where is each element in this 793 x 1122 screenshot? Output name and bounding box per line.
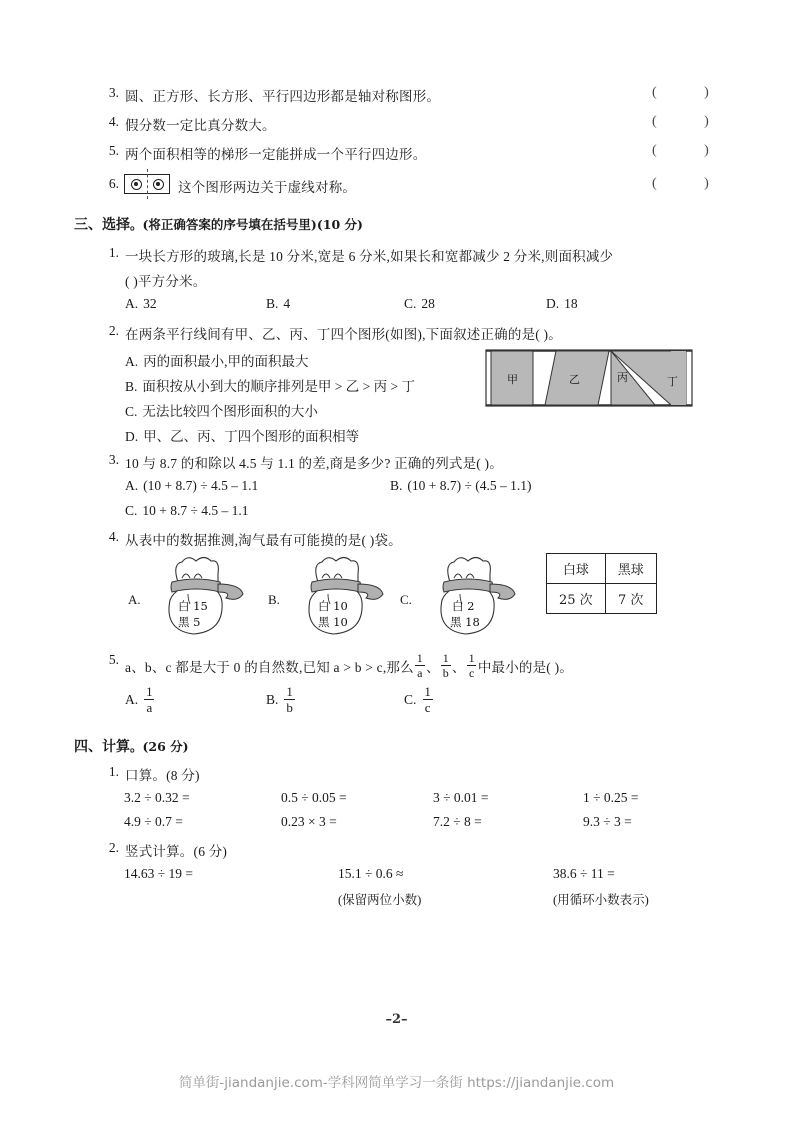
- choice-q1-option-b-text: 4: [283, 296, 291, 311]
- choice-q5-option-a-numerator: 1: [146, 684, 153, 699]
- symmetry-axis-dashed-line: [147, 169, 148, 199]
- tf-item-3: [97, 85, 440, 105]
- choice-q5-option-c-numerator: 1: [424, 684, 431, 699]
- table-header-black-ball: 黑球: [605, 554, 656, 584]
- choice-q5-option-c-label: C.: [404, 691, 417, 707]
- table-header-white-ball: 白球: [547, 554, 606, 584]
- choice-q1-option-b-label: B.: [266, 296, 279, 311]
- section-choice-heading: [74, 214, 363, 234]
- tf-item-6-text: 这个图形两边关于虚线对称。: [178, 180, 357, 195]
- choice-q4-number: 4.: [108, 529, 119, 544]
- concentric-circle-icon: [153, 179, 164, 190]
- mental-calc-1-2[interactable]: 0.5 ÷ 0.05 =: [281, 790, 347, 805]
- choice-q2-option-d-text: 甲、乙、丙、丁四个图形的面积相等: [143, 429, 360, 444]
- choice-q1-option-d-text: 18: [564, 296, 578, 311]
- band-label-bing: 丙: [617, 371, 628, 384]
- tf-item-5: [97, 143, 426, 163]
- mental-calc-2-2[interactable]: 0.23 × 3 =: [281, 814, 337, 829]
- compute-sub2-title: 竖式计算。(6 分): [125, 844, 228, 859]
- separator-dot: 、: [451, 659, 466, 675]
- choice-q3-stem[interactable]: 10 与 8.7 的和除以 4.5 与 1.1 的差,商是多少? 正确的列式是( )。: [125, 456, 503, 471]
- choice-q2-stem[interactable]: 在两条平行线间有甲、乙、丙、丁四个图形(如图),下面叙述正确的是( )。: [125, 327, 562, 342]
- choice-q1-option-c[interactable]: [404, 296, 435, 312]
- choice-q5-option-b-fraction: [284, 685, 295, 714]
- choice-q3-option-c[interactable]: [125, 503, 249, 519]
- choice-q4-bag-a-white: 白 15: [178, 599, 208, 613]
- section-choice-note: 。(将正确答案的序号填在括号里)(10 分): [130, 217, 363, 232]
- choice-q3-option-a[interactable]: [125, 478, 258, 494]
- mental-calc-1-3[interactable]: 3 ÷ 0.01 =: [433, 790, 489, 805]
- choice-q1-option-b[interactable]: [266, 296, 290, 312]
- tf-item-3-number: 3.: [108, 85, 119, 100]
- bag-figure-b[interactable]: [288, 552, 388, 640]
- table-row: [547, 584, 657, 614]
- choice-q5-stem-wrap: [97, 652, 573, 679]
- choice-q1-stem-line2[interactable]: ( )平方分米。: [125, 274, 207, 289]
- choice-q3-option-b-label: B.: [390, 478, 403, 493]
- choice-q4-bag-c-white: 白 2: [452, 599, 475, 613]
- bag-figure-a[interactable]: [148, 552, 248, 640]
- mental-calc-2-3[interactable]: 7.2 ÷ 8 =: [433, 814, 482, 829]
- choice-q5-option-a-label: A.: [125, 691, 139, 707]
- table-row-header: [547, 554, 657, 584]
- choice-q5-option-c[interactable]: [404, 685, 434, 714]
- tf-item-5-answer-paren[interactable]: ( ): [652, 143, 731, 158]
- tf-item-6-answer-paren[interactable]: ( ): [652, 176, 731, 191]
- choice-q1-option-a[interactable]: [125, 296, 157, 312]
- page-number: –2–: [385, 1012, 408, 1027]
- choice-q5-option-a-denominator: a: [146, 700, 153, 715]
- choice-q3-stem-wrap: [97, 452, 503, 472]
- choice-q5-stem-post: 中最小的是( )。: [477, 659, 573, 675]
- choice-q3-number: 3.: [108, 452, 119, 467]
- choice-q4-bag-a-label: A.: [128, 592, 141, 607]
- choice-q4-bag-c-black: 黑 18: [450, 615, 480, 629]
- mental-calc-2-4[interactable]: 9.3 ÷ 3 =: [583, 814, 632, 829]
- choice-q5-number: 5.: [108, 652, 119, 667]
- separator-dot: 、: [426, 659, 440, 675]
- vertical-calc-3[interactable]: 38.6 ÷ 11 =: [553, 866, 615, 881]
- choice-q5-option-a-fraction: [144, 685, 155, 714]
- choice-q4-bag-b-white: 白 10: [318, 599, 348, 613]
- tf-item-6-number: 6.: [108, 176, 119, 191]
- tf-item-5-number: 5.: [108, 143, 119, 158]
- choice-q2-option-c[interactable]: [125, 400, 318, 420]
- tf-item-5-text: 两个面积相等的梯形一定能拼成一个平行四边形。: [125, 147, 427, 162]
- band-label-ding: 丁: [667, 375, 678, 388]
- choice-q4-stem-wrap: [97, 529, 402, 549]
- section-compute-heading: [74, 736, 189, 756]
- table-cell-white-count: 25 次: [547, 584, 606, 614]
- choice-q2-option-b[interactable]: [125, 375, 415, 395]
- bag-figure-c[interactable]: [420, 552, 520, 640]
- compute-sub1-heading: [97, 764, 200, 784]
- vertical-calc-2[interactable]: 15.1 ÷ 0.6 ≈: [338, 866, 404, 881]
- choice-q4-bag-c-label: C.: [400, 592, 412, 607]
- ball-draw-results-table: [546, 553, 657, 614]
- band-label-jia: 甲: [507, 373, 518, 386]
- band-label-yi: 乙: [569, 373, 580, 386]
- choice-q2-option-c-label: C.: [125, 404, 138, 419]
- choice-q2-option-b-label: B.: [125, 379, 138, 394]
- compute-sub1-title: 口算。(8 分): [125, 768, 200, 783]
- choice-q2-option-d-label: D.: [125, 429, 139, 444]
- vertical-calc-2-note: (保留两位小数): [338, 893, 422, 907]
- compute-sub2-number: 2.: [108, 840, 119, 855]
- choice-q5-stem-pre: a、b、c 都是大于 0 的自然数,已知 a > b > c,那么: [125, 659, 414, 675]
- compute-sub1-number: 1.: [108, 764, 119, 779]
- compute-sub2-heading: [97, 840, 227, 860]
- choice-q5-frac-1-a: $\frac{1}{a}$: [416, 651, 423, 680]
- choice-q1-option-a-label: A.: [125, 296, 139, 311]
- choice-q5-option-a[interactable]: [125, 685, 156, 714]
- choice-q5-option-b-numerator: 1: [286, 684, 293, 699]
- choice-q2-option-b-text: 面积按从小到大的顺序排列是甲 > 乙 > 丙 > 丁: [142, 379, 415, 394]
- choice-q4-bag-a-black: 黑 5: [178, 615, 201, 629]
- choice-q5-option-c-fraction: [422, 685, 433, 714]
- choice-q4-stem[interactable]: 从表中的数据推测,淘气最有可能摸的是( )袋。: [125, 533, 402, 548]
- choice-q4-bag-b-black: 黑 10: [318, 615, 348, 629]
- choice-q1-option-c-text: 28: [421, 296, 435, 311]
- section-choice-title: 三、选择: [74, 217, 130, 233]
- choice-q1-option-d-label: D.: [546, 296, 560, 311]
- mental-calc-2-1[interactable]: 4.9 ÷ 0.7 =: [124, 814, 183, 829]
- concentric-circle-icon: [131, 179, 142, 190]
- section-compute-title: 四、计算: [74, 739, 130, 755]
- choice-q5-frac-1-c: $\frac{1}{c}$: [468, 651, 475, 680]
- tf-item-4: [97, 114, 276, 134]
- choice-q1-option-a-text: 32: [143, 296, 157, 311]
- choice-q2-option-a-label: A.: [125, 354, 139, 369]
- choice-q2-option-d[interactable]: [125, 425, 359, 445]
- mental-calc-1-4[interactable]: 1 ÷ 0.25 =: [583, 790, 639, 805]
- table-cell-black-count: 7 次: [605, 584, 656, 614]
- choice-q2-stem-wrap: [97, 323, 562, 343]
- choice-q5-option-c-denominator: c: [424, 700, 431, 715]
- tf-item-3-text: 圆、正方形、长方形、平行四边形都是轴对称图形。: [125, 89, 441, 104]
- choice-q2-option-a-text: 丙的面积最小,甲的面积最大: [143, 354, 309, 369]
- choice-q5-option-b-label: B.: [266, 691, 279, 707]
- tf-item-4-text: 假分数一定比真分数大。: [125, 118, 276, 133]
- parallel-lines-shapes-figure: [485, 347, 693, 409]
- choice-q5-frac-1-b: $\frac{1}{b}$: [442, 651, 449, 680]
- mental-calc-1-1[interactable]: 3.2 ÷ 0.32 =: [124, 790, 190, 805]
- choice-q4-bag-b-label: B.: [268, 592, 280, 607]
- choice-q1-stem-line1: 一块长方形的玻璃,长是 10 分米,宽是 6 分米,如果长和宽都减少 2 分米,则面积减少: [125, 249, 614, 264]
- choice-q2-option-a[interactable]: [125, 350, 309, 370]
- choice-q1-option-c-label: C.: [404, 296, 417, 311]
- tf-item-6-number-wrap: [97, 176, 125, 192]
- choice-q2-number: 2.: [108, 323, 119, 338]
- choice-q5-stem[interactable]: [125, 652, 573, 679]
- choice-q3-option-b-text: (10 + 8.7) ÷ (4.5 – 1.1): [407, 478, 532, 493]
- choice-q1-stem-line1-wrap: [97, 245, 613, 265]
- tf-item-3-answer-paren[interactable]: ( ): [652, 85, 731, 100]
- choice-q3-option-c-label: C.: [125, 503, 138, 518]
- tf-item-4-answer-paren[interactable]: ( ): [652, 114, 731, 129]
- vertical-calc-1[interactable]: 14.63 ÷ 19 =: [124, 866, 194, 881]
- section-compute-note: 。(26 分): [130, 739, 189, 754]
- choice-q2-option-c-text: 无法比较四个图形面积的大小: [142, 404, 318, 419]
- site-watermark: 简单街-jiandanjie.com-学科网简单学习一条街 https://jiandanjie.com: [178, 1075, 615, 1091]
- choice-q3-option-c-text: 10 + 8.7 ÷ 4.5 – 1.1: [142, 503, 249, 518]
- choice-q5-option-b[interactable]: [266, 685, 296, 714]
- choice-q1-number: 1.: [108, 245, 119, 260]
- choice-q5-option-b-denominator: b: [286, 700, 293, 715]
- choice-q3-option-b[interactable]: [390, 478, 532, 494]
- vertical-calc-3-note: (用循环小数表示): [553, 893, 649, 907]
- choice-q3-option-a-text: (10 + 8.7) ÷ 4.5 – 1.1: [143, 478, 259, 493]
- tf-item-4-number: 4.: [108, 114, 119, 129]
- choice-q1-option-d[interactable]: [546, 296, 578, 312]
- choice-q3-option-a-label: A.: [125, 478, 139, 493]
